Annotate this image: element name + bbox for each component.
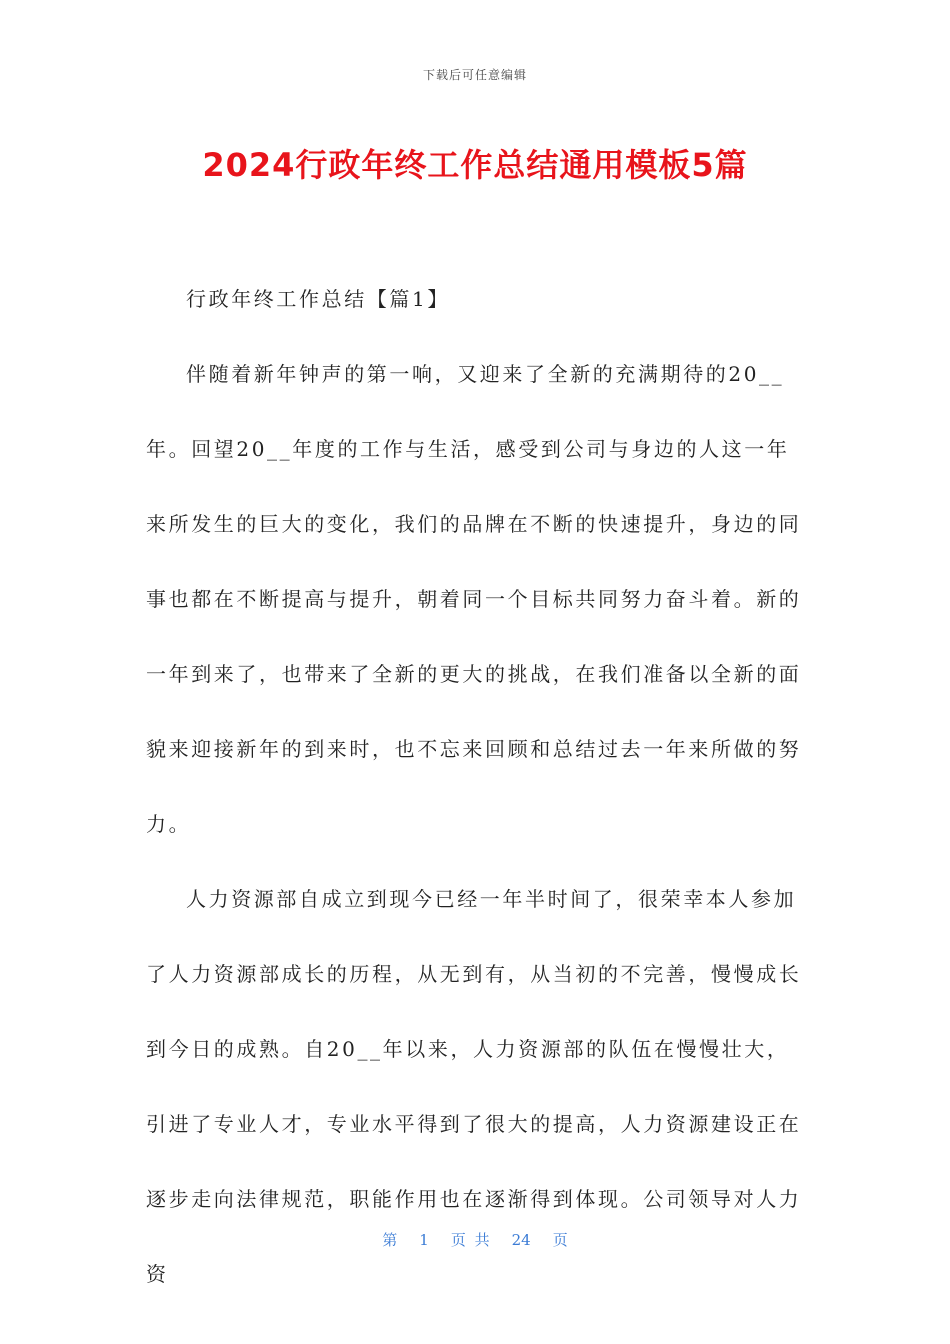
document-title: 2024行政年终工作总结通用模板5篇 <box>202 146 748 184</box>
paragraph-2: 人力资源部自成立到现今已经一年半时间了，很荣幸本人参加了人力资源部成长的历程，从无到有，从当初的不完善，慢慢成长到今日的成熟。自20__年以来，人力资源部的队伍在慢慢壮大，引进了专业人才，专业水平得到了很大的提高，人力资源建设正在逐步走向法律规范，职能作用也在逐渐得到体现。公司领导对人力资 <box>146 887 802 1286</box>
footer-suffix: 页 <box>552 1231 568 1249</box>
footer-middle: 页 共 <box>450 1231 490 1249</box>
header-note: 下载后可任意编辑 <box>422 68 527 82</box>
document-body <box>146 262 806 1312</box>
section-heading: 行政年终工作总结【篇1】 <box>186 287 450 311</box>
footer-page-number: 1 <box>419 1231 429 1249</box>
page-footer <box>0 1229 950 1250</box>
footer-total-pages: 24 <box>511 1231 531 1249</box>
footer-prefix: 第 <box>382 1231 398 1249</box>
paragraph-1: 伴随着新年钟声的第一响，又迎来了全新的充满期待的20__年。回望20__年度的工作与生活，感受到公司与身边的人这一年来所发生的巨大的变化，我们的品牌在不断的快速提升，身边的同事也都在不断提高与提升，朝着同一个目标共同努力奋斗着。新的一年到来了，也带来了全新的更大的挑战，在我们准备以全新的面貌来迎接新年的到来时，也不忘来回顾和总结过去一年来所做的努力。 <box>146 362 802 836</box>
